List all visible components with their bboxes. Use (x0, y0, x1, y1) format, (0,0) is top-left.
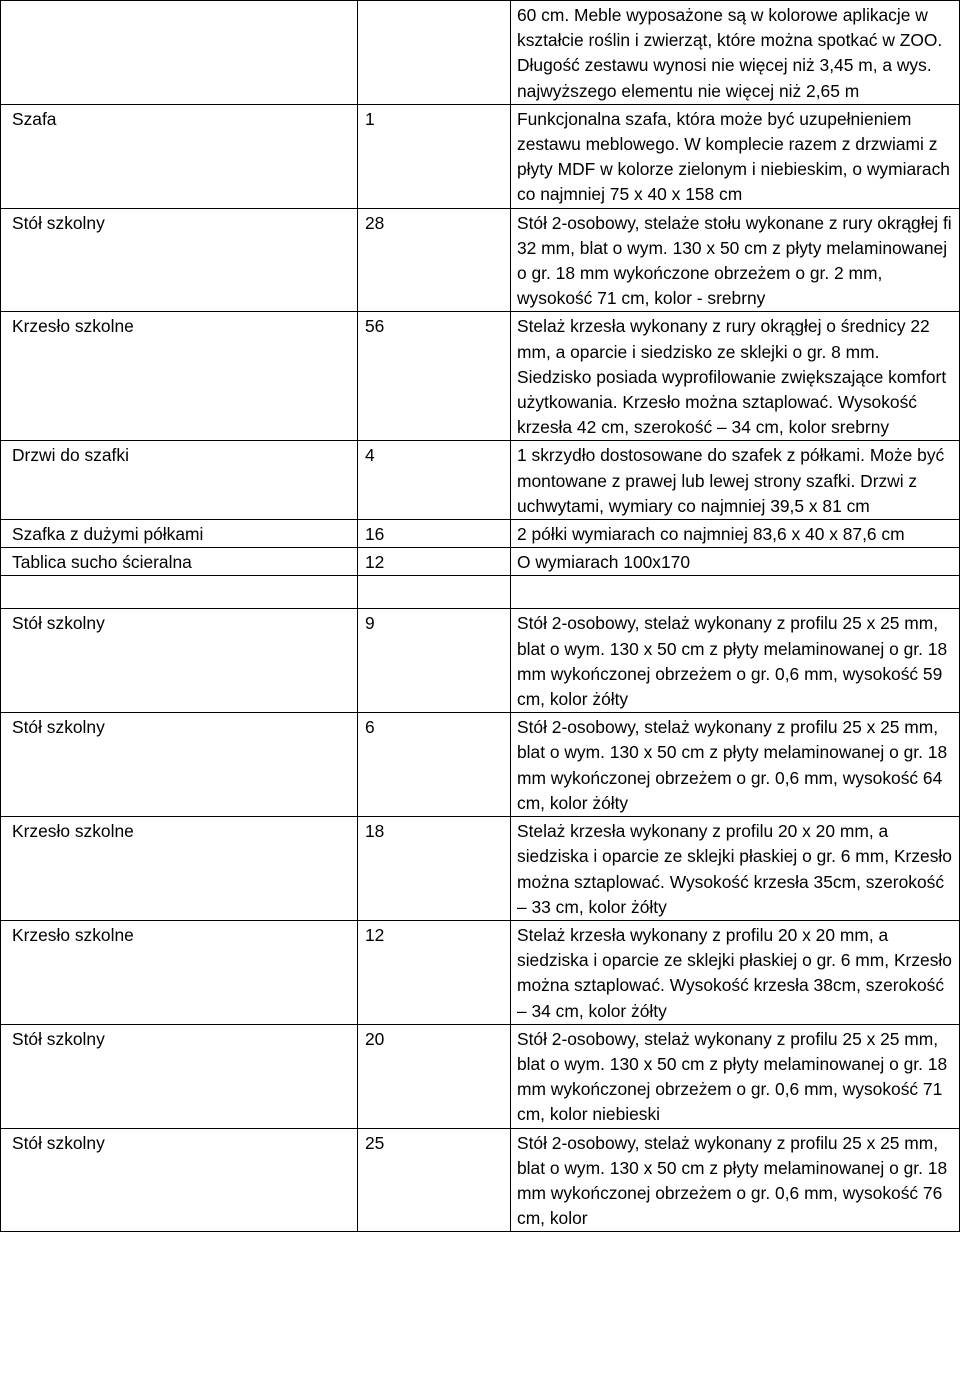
table-row (1, 609, 960, 713)
cell-description: Stół 2-osobowy, stelaż wykonany z profilu 25 x 25 mm, blat o wym. 130 x 50 cm z płyty melaminowanej o gr. 18 mm wykończonej obrzeżem o gr. 0,6 mm, wysokość 76 cm, kolor (511, 1128, 960, 1232)
table-row (1, 713, 960, 817)
cell-qty: 56 (358, 312, 511, 441)
cell-description: Stół 2-osobowy, stelaż wykonany z profilu 25 x 25 mm, blat o wym. 130 x 50 cm z płyty melaminowanej o gr. 18 mm wykończonej obrzeżem o gr. 0,6 mm, wysokość 59 cm, kolor żółty (511, 609, 960, 713)
cell-name: Szafa (1, 104, 358, 208)
cell-name: Tablica sucho ścieralna (1, 548, 358, 576)
cell-name: Krzesło szkolne (1, 817, 358, 921)
cell-name: Krzesło szkolne (1, 920, 358, 1024)
cell-qty: 6 (358, 713, 511, 817)
cell-description: 2 półki wymiarach co najmniej 83,6 x 40 x 87,6 cm (511, 520, 960, 548)
spacer-cell (511, 576, 960, 609)
cell-qty: 9 (358, 609, 511, 713)
cell-name: Stół szkolny (1, 1024, 358, 1128)
cell-description: O wymiarach 100x170 (511, 548, 960, 576)
cell-qty: 4 (358, 441, 511, 520)
table-row (1, 520, 960, 548)
cell-name: Krzesło szkolne (1, 312, 358, 441)
cell-description: Stelaż krzesła wykonany z profilu 20 x 20 mm, a siedziska i oparcie ze sklejki płaskiej o gr. 6 mm, Krzesło można sztaplować. Wysokość krzesła 38cm, szerokość – 34 cm, kolor żółty (511, 920, 960, 1024)
cell-qty: 18 (358, 817, 511, 921)
cell-description: Stół 2-osobowy, stelaże stołu wykonane z rury okrągłej fi 32 mm, blat o wym. 130 x 50 cm z płyty melaminowanej o gr. 18 mm wykończone obrzeżem o gr. 2 mm, wysokość 71 cm, kolor - srebrny (511, 208, 960, 312)
cell-description: Stelaż krzesła wykonany z rury okrągłej o średnicy 22 mm, a oparcie i siedzisko ze sklejki o gr. 8 mm. Siedzisko posiada wyprofilowanie zwiększające komfort użytkowania. Krzesło można sztaplować. Wysokość krzesła 42 cm, szerokość – 34 cm, kolor srebrny (511, 312, 960, 441)
table-row (1, 548, 960, 576)
cell-qty: 12 (358, 548, 511, 576)
table-row (1, 920, 960, 1024)
cell-qty (358, 1, 511, 105)
cell-description: 1 skrzydło dostosowane do szafek z półkami. Może być montowane z prawej lub lewej strony szafki. Drzwi z uchwytami, wymiary co najmniej 39,5 x 81 cm (511, 441, 960, 520)
spacer-cell (358, 576, 511, 609)
cell-qty: 1 (358, 104, 511, 208)
cell-qty: 16 (358, 520, 511, 548)
cell-name: Stół szkolny (1, 208, 358, 312)
cell-name: Szafka z dużymi półkami (1, 520, 358, 548)
cell-description: 60 cm. Meble wyposażone są w kolorowe aplikacje w kształcie roślin i zwierząt, które można spotkać w ZOO. Długość zestawu wynosi nie więcej niż 3,45 m, a wys. najwyższego elementu nie więcej niż 2,65 m (511, 1, 960, 105)
cell-qty: 12 (358, 920, 511, 1024)
cell-name: Stół szkolny (1, 713, 358, 817)
table-row (1, 817, 960, 921)
cell-name (1, 1, 358, 105)
cell-description: Stół 2-osobowy, stelaż wykonany z profilu 25 x 25 mm, blat o wym. 130 x 50 cm z płyty melaminowanej o gr. 18 mm wykończonej obrzeżem o gr. 0,6 mm, wysokość 71 cm, kolor niebieski (511, 1024, 960, 1128)
cell-qty: 20 (358, 1024, 511, 1128)
table-row (1, 441, 960, 520)
cell-qty: 28 (358, 208, 511, 312)
cell-qty: 25 (358, 1128, 511, 1232)
spacer-cell (1, 576, 358, 609)
table-row-continuation (1, 1, 960, 105)
table-row (1, 312, 960, 441)
cell-description: Stelaż krzesła wykonany z profilu 20 x 20 mm, a siedziska i oparcie ze sklejki płaskiej o gr. 6 mm, Krzesło można sztaplować. Wysokość krzesła 35cm, szerokość – 33 cm, kolor żółty (511, 817, 960, 921)
cell-name: Drzwi do szafki (1, 441, 358, 520)
cell-name: Stół szkolny (1, 1128, 358, 1232)
table-row (1, 1128, 960, 1232)
table-row (1, 208, 960, 312)
table-row-spacer (1, 576, 960, 609)
cell-name: Stół szkolny (1, 609, 358, 713)
cell-description: Funkcjonalna szafa, która może być uzupełnieniem zestawu meblowego. W komplecie razem z drzwiami z płyty MDF w kolorze zielonym i niebieskim, o wymiarach co najmniej 75 x 40 x 158 cm (511, 104, 960, 208)
table-row (1, 104, 960, 208)
table-row (1, 1024, 960, 1128)
cell-description: Stół 2-osobowy, stelaż wykonany z profilu 25 x 25 mm, blat o wym. 130 x 50 cm z płyty melaminowanej o gr. 18 mm wykończonej obrzeżem o gr. 0,6 mm, wysokość 64 cm, kolor żółty (511, 713, 960, 817)
